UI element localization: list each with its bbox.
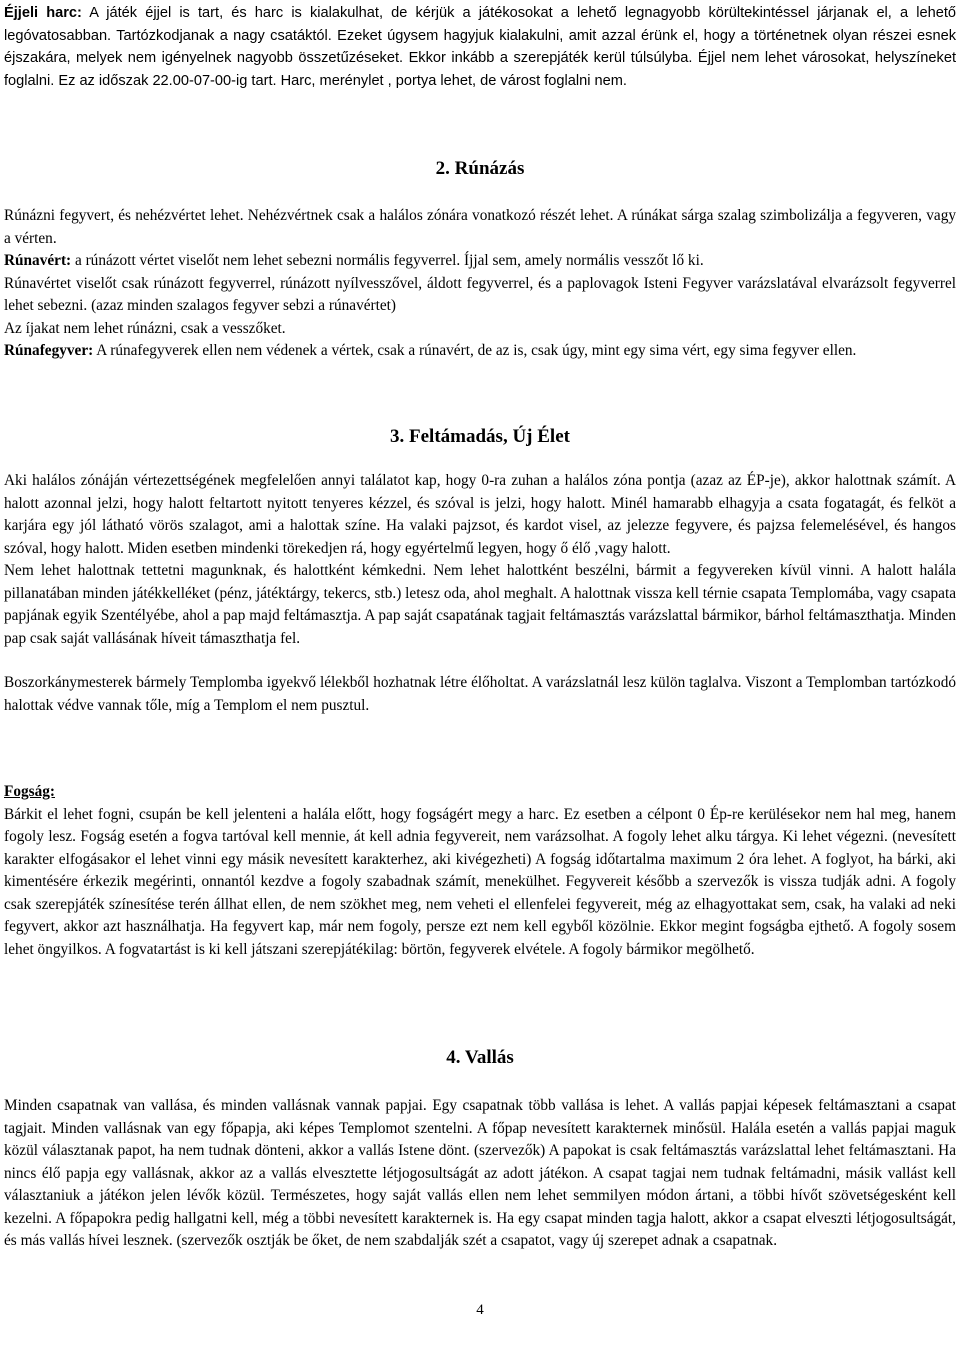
paragraph-text: a rúnázott vértet viselőt nem lehet sebezni normális fegyverrel. Íjjal sem, amely normális vesszőt lő ki. [71,252,704,269]
term-runavert: Rúnavért: [4,252,72,269]
paragraph-vallas: Minden csapatnak van vallása, és minden vallásnak vannak papjai. Egy csapatnak több vallása is lehet. A vallás papjai képesek feltámasztani a csapat tagjait. Minden vallásnak van egy főpapja, aki képes Templomot szentelni. A főpap nevesített karakternek minősül. Halála esetén a vallás papjai maguk közül választanak papot, ha nem tudnak dönteni, akkor a vallás Istene dönt. (szervezők) A papokat is csak feltámasztás varázslattal lehet feltámasztani. Ha nincs élő papja egy vallásnak, akkor az a vallás elvesztette létjogosultságát az adott játékon. A csapat tagjai nem tudnak feltámadni, másik vallást kell választaniuk a játékon jelen lévők közül. Természetes, hogy saját vallás ellen nem lehet semmilyen módon ártani, a többi hívőt szövetségesként kell kezelni. A főpapokra pedig hallgatni kell, még a többi nevesített karakternek is. Ha egy csapat minden tagja halott, akkor a csapat elveszti létjogosultságát, és más vallás hívei lesznek. (szervezők osztják be őket, de nem szabdalják szét a csapatot, vagy új szerepet adnak a csapatnak. [4,1097,956,1249]
page-number: 4 [476,1302,484,1318]
paragraph-ejjeli-harc [4,2,956,92]
paragraph-ijakat: Az íjakat nem lehet rúnázni, csak a vesszőket. [4,319,286,337]
term-ejjeli-harc: Éjjeli harc: [4,5,82,21]
paragraph-runafegyver [4,340,956,363]
paragraph-text: A rúnafegyverek ellen nem védenek a vértek, csak a rúnavért, de az is, csak úgy, mint egy sima vért, egy sima fegyver ellen. [93,342,857,359]
paragraph-boszorkanymesterek: Boszorkánymesterek bármely Templomba igyekvő lélekből hozhatnak létre élőholtat. A varázslatnál lesz külön taglalva. Viszont a Templomban tartózkodó halottak védve vannak tőle, míg a Templom el nem pusztul. [4,674,956,714]
paragraph-nem-lehet-halott: Nem lehet halottnak tettetni magunknak, és halottként kémkedni. Nem lehet halottként beszélni, bármit a fegyvereken kívül vinni. A halott halála pillanatában minden játékkelléket (pénz, játéktárgy, tekercs, stb.) letesz oda, ahol meghalt. A halottnak vissza kell térnie csapata Templomába, vagy csapata papjának egyik Szentélyébe, ahol a pap majd feltámasztja. A pap saját csapatának tagjait feltámasztás varázslattal bármikor, bárhol feltámaszthatja. Minden pap csak saját vallásának híveit támaszthatja fel. [4,562,956,647]
section-fogsag [4,781,956,961]
paragraph-runazni: Rúnázni fegyvert, és nehézvértet lehet. Nehézvértnek csak a halálos zónára vonatkozó részét lehet. A rúnákat sárga szalag szimbolizálja a fegyveren, vagy a vérten. [4,207,956,247]
heading-vallas: 4. Vallás [446,1047,514,1068]
paragraph-fogsag: Bárkit el lehet fogni, csupán be kell jelenteni a halála előtt, hogy fogságért megy a harc. Ez esetben a célpont 0 Ép-re kerülésekor nem hal meg, hanem fogoly lesz. Fogság esetén a fogva tartóval kell mennie, át kell adnia fegyvereit, nem varázsolhat. A fogoly lehet alku tárgya. Ki lehet végezni. (nevesített karakter elfogásakor el lehet vinni egy másik nevesített karakterhez, aki kivégezheti) A fogság időtartalma maximum 2 óra lehet. A foglyot, ha bárki, aki kimentésére érkezik megérinti, onnantól kezdve a fogoly szabadnak számít, menekülhet. Fegyvereit később a szervezők is vissza tudják adni. A fogoly csak szerepjáték színesítése terén állhat ellen, de nem szökhet meg, nem veheti el ellenfelei fegyvereit, még az elhagyottakat sem, csak, ha valaki ad neki fegyvert, akkor azt használhatja. Ha fegyvert kap, már nem fogoly, persze ezt nem kell egyből közölnie. Ekkor megint fogságba ejthető. A fogoly sosem lehet öngyilkos. A fogvatartást is ki kell játszani szerepjátékilag: börtön, fegyverek elvétele. A fogoly bármikor megölhető. [4,805,956,958]
section-runazas [4,205,956,363]
heading-fogsag: Fogság: [4,783,55,800]
heading-runazas: 2. Rúnázás [435,158,525,179]
paragraph-runavert [4,250,956,273]
section-feltamadas [4,470,956,717]
term-runafegyver: Rúnafegyver: [4,342,94,359]
paragraph-runavertet-viselot: Rúnavértet viselőt csak rúnázott fegyverrel, rúnázott nyílvesszővel, áldott fegyverrel, és a paplovagok Isteni Fegyver varázslatával elvarázsolt fegyverrel lehet sebezni. (azaz minden szalagos fegyver sebzi a rúnavértet) [4,274,956,314]
paragraph-halott: Aki halálos zónáján vértezettségének megfelelően annyi találatot kap, hogy 0-ra zuhan a halálos zóna pontja (azaz az ÉP-je), akkor halottnak számít. A halott azonnal jelzi, hogy halott feltartott nyitott tenyeres kézzel, és szóval is jelzi, hogy halott. Minél hamarabb elhagyja a csata fogatagát, és felköt a karjára egy jól látható vörös szalagot, ami a halottak színe. Ha valaki pajzsot, és kardot visel, az jelezze fegyvere, és pajzsa felemelésével, és hangos szóval, hogy halott. Miden esetben mindenki törekedjen rá, hogy egyértelmű legyen, hogy ő élő ,vagy halott. [4,472,956,557]
heading-feltamadas: 3. Feltámadás, Új Élet [390,426,570,447]
paragraph-text: A játék éjjel is tart, és harc is kialakulhat, de kérjük a játékosokat a lehető legnagyobb körültekintéssel járjanak el, a lehető legóvatosabban. Tartózkodjanak a nagy csatáktól. Ezeket úgysem hagyjuk kialakulni, amit azzal érünk el, hogy a történetnek olyan részei esnek éjszakára, melyek nem igényelnek nagyobb összetűzéseket. Ekkor inkább a szerepjáték kerül túlsúlyba. Éjjel nem lehet városokat, helyszíneket foglalni. Ez az időszak 22.00-07-00-ig tart. Harc, merénylet , portya lehet, de várost foglalni nem. [4,5,956,89]
